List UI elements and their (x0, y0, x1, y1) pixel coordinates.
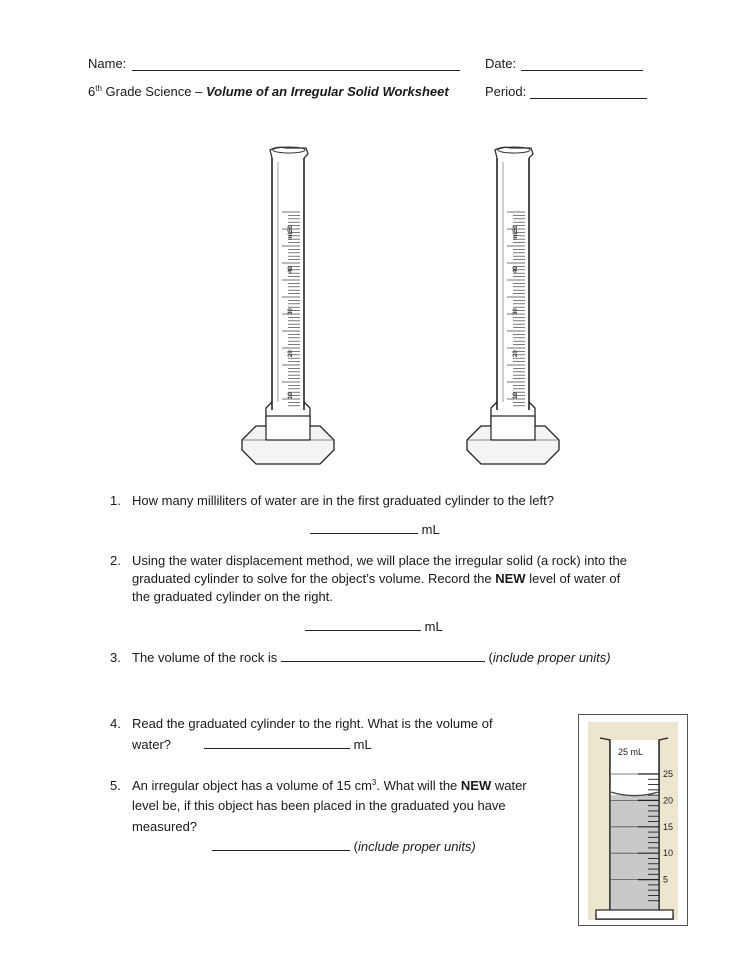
inset-base (596, 910, 673, 919)
name-label: Name: (88, 56, 127, 71)
period-label: Period: (485, 84, 527, 99)
inset-capacity-label: 25 mL (618, 747, 644, 757)
answer-4-field[interactable] (204, 736, 350, 749)
cylinder-scale-label: mL (513, 231, 519, 240)
cylinder-scale-label: 50 (288, 225, 294, 232)
answer-4-unit: mL (353, 737, 372, 752)
worksheet-heading (88, 84, 449, 99)
units-note: include proper units) (357, 839, 476, 854)
question-number: 5. (110, 778, 121, 793)
question-number: 1. (110, 493, 121, 508)
cylinder-scale-label: 50 (513, 225, 519, 232)
question-text: How many milliliters of water are in the first graduated cylinder to the left? (132, 493, 554, 508)
cylinder-scale-label: 10 (513, 392, 519, 399)
units-note: include proper units) (492, 650, 611, 665)
date-field[interactable] (521, 58, 643, 71)
question-text-line-1: Using the water displacement method, we will place the irregular solid (a rock) into the (132, 553, 627, 568)
inset-scale-label: 20 (663, 795, 674, 806)
grade-number: 6 (88, 84, 96, 99)
answer-2 (305, 618, 443, 634)
period-field[interactable] (530, 86, 647, 99)
answer-2-field[interactable] (305, 618, 421, 631)
answer-5: (include proper units) (212, 838, 476, 854)
question-number: 2. (110, 553, 121, 568)
answer-3-field[interactable] (281, 649, 485, 662)
answer-1 (310, 521, 440, 537)
grade-ordinal: th (95, 84, 102, 93)
inset-water (611, 795, 658, 910)
graduated-cylinder-right (459, 140, 567, 472)
cylinder-scale-label: 30 (513, 308, 519, 315)
name-field[interactable] (132, 58, 460, 71)
cylinder-scale-label: mL (288, 231, 294, 240)
cylinder-scale-label: 40 (288, 266, 294, 273)
answer-1-field[interactable] (310, 521, 418, 534)
inset-scale-label: 5 (663, 874, 669, 885)
question-text-line-1: Read the graduated cylinder to the right. What is the volume of (132, 716, 493, 731)
inset-scale-label: 10 (663, 848, 674, 859)
inset-scale-label: 15 (663, 821, 674, 832)
cylinder-scale-label: 10 (288, 392, 294, 399)
inset-scale-label: 25 (663, 769, 674, 779)
question-text: The volume of the rock is (132, 650, 278, 665)
inset-cylinder-figure (578, 714, 688, 926)
answer-2-unit: mL (424, 619, 443, 634)
question-number: 4. (110, 716, 121, 731)
worksheet-title: Volume of an Irregular Solid Worksheet (205, 84, 449, 99)
cylinder-scale-label: 20 (513, 350, 519, 357)
answer-1-unit: mL (421, 522, 440, 537)
date-label: Date: (485, 56, 517, 71)
question-number: 3. (110, 650, 121, 665)
cylinder-scale-label: 30 (288, 308, 294, 315)
subject-text: Grade Science – (101, 84, 206, 99)
answer-5-field[interactable] (212, 838, 350, 851)
cylinder-scale-label: 20 (288, 350, 294, 357)
graduated-cylinder-left (234, 140, 342, 472)
cylinder-scale-label: 40 (513, 266, 519, 273)
